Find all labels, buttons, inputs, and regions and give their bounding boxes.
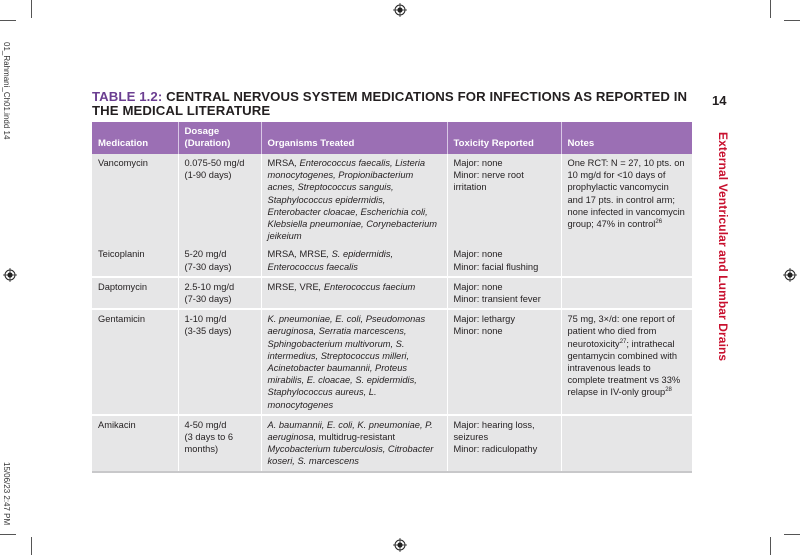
cell-medication: Teicoplanin bbox=[92, 245, 178, 276]
registration-mark-icon bbox=[783, 268, 797, 282]
cell-toxicity: Major: none Minor: transient fever bbox=[447, 277, 561, 309]
cell-medication: Gentamicin bbox=[92, 309, 178, 415]
table-title bbox=[92, 90, 702, 118]
cell-notes bbox=[561, 415, 692, 472]
crop-mark bbox=[770, 0, 771, 18]
cell-notes bbox=[561, 277, 692, 309]
table-title-text: CENTRAL NERVOUS SYSTEM MEDICATIONS FOR INFECTIONS AS REPORTED IN THE MEDICAL LITERATURE bbox=[92, 89, 688, 118]
cell-dosage: 5-20 mg/d (7-30 days) bbox=[178, 245, 261, 276]
cell-toxicity: Major: lethargy Minor: none bbox=[447, 309, 561, 415]
crop-mark bbox=[0, 20, 16, 21]
cell-dosage: 2.5-10 mg/d (7-30 days) bbox=[178, 277, 261, 309]
header-dosage: Dosage (Duration) bbox=[178, 122, 261, 154]
crop-mark bbox=[0, 534, 16, 535]
registration-mark-icon bbox=[393, 3, 407, 17]
header-notes: Notes bbox=[561, 122, 692, 154]
crop-mark bbox=[784, 534, 800, 535]
slug-file-info: 01_Rahmani_Ch01.indd 14 bbox=[2, 42, 11, 140]
table-label: TABLE 1.2: bbox=[92, 89, 163, 104]
cell-toxicity: Major: hearing loss, seizures Minor: radiculopathy bbox=[447, 415, 561, 472]
registration-mark-icon bbox=[3, 268, 17, 282]
cell-organisms: K. pneumoniae, E. coli, Pseudomonas aeruginosa, Serratia marcescens, Sphingobacterium multivorum, S. intermedius, Streptococcus milleri, Acinetobacter baumannii, Proteus mirabilis, E. cloacae, S. epidermidis, Staphylococcus aureus, L. monocytogenes bbox=[261, 309, 447, 415]
table-header-row bbox=[92, 122, 692, 154]
crop-mark bbox=[770, 537, 771, 555]
cell-medication: Daptomycin bbox=[92, 277, 178, 309]
page-number: 14 bbox=[712, 93, 727, 108]
table-row bbox=[92, 415, 692, 472]
cell-medication: Amikacin bbox=[92, 415, 178, 472]
cell-toxicity: Major: none Minor: facial flushing bbox=[447, 245, 561, 276]
cell-organisms: A. baumannii, E. coli, K. pneumoniae, P. aeruginosa, multidrug-resistant Mycobacterium tuberculosis, Citrobacter koseri, S. marcescens bbox=[261, 415, 447, 472]
cell-toxicity: Major: none Minor: nerve root irritation bbox=[447, 154, 561, 245]
cell-notes: One RCT: N = 27, 10 pts. on 10 mg/d for <10 days of prophylactic vancomycin and 17 pts. in control arm; none infected in vancomycin group; 47% in control$^{26}$ bbox=[561, 154, 692, 277]
registration-mark-icon bbox=[393, 538, 407, 552]
cell-medication: Vancomycin bbox=[92, 154, 178, 245]
cell-dosage: 0.075-50 mg/d (1-90 days) bbox=[178, 154, 261, 245]
cell-organisms: MRSA, Enterococcus faecalis, Listeria monocytogenes, Propionibacterium acnes, Streptococcus sanguis, Staphylococcus epidermidis, Enterobacter cloacae, Escherichia coli, Klebsiella pneumoniae, Corynebacterium jeikeium bbox=[261, 154, 447, 245]
header-organisms: Organisms Treated bbox=[261, 122, 447, 154]
crop-mark bbox=[31, 0, 32, 18]
header-medication: Medication bbox=[92, 122, 178, 154]
medications-table bbox=[92, 122, 692, 473]
slug-date-info: 15/06/23 2:47 PM bbox=[2, 462, 11, 526]
cell-organisms: MRSE, VRE, Enterococcus faecium bbox=[261, 277, 447, 309]
cell-notes: 75 mg, 3×/d: one report of patient who died from neurotoxicity$^{27}$; intrathecal gentamycin combined with intravenous leads to complete treatment vs 33% relapse in IV-only group$^{28}$ bbox=[561, 309, 692, 415]
crop-mark bbox=[784, 20, 800, 21]
cell-dosage: 1-10 mg/d (3-35 days) bbox=[178, 309, 261, 415]
header-toxicity: Toxicity Reported bbox=[447, 122, 561, 154]
table-row bbox=[92, 277, 692, 309]
table-row bbox=[92, 154, 692, 245]
crop-mark bbox=[31, 537, 32, 555]
cell-dosage: 4-50 mg/d (3 days to 6 months) bbox=[178, 415, 261, 472]
running-head: External Ventricular and Lumbar Drains bbox=[716, 132, 730, 362]
cell-organisms: MRSA, MRSE, S. epidermidis, Enterococcus faecalis bbox=[261, 245, 447, 276]
table-row bbox=[92, 309, 692, 415]
